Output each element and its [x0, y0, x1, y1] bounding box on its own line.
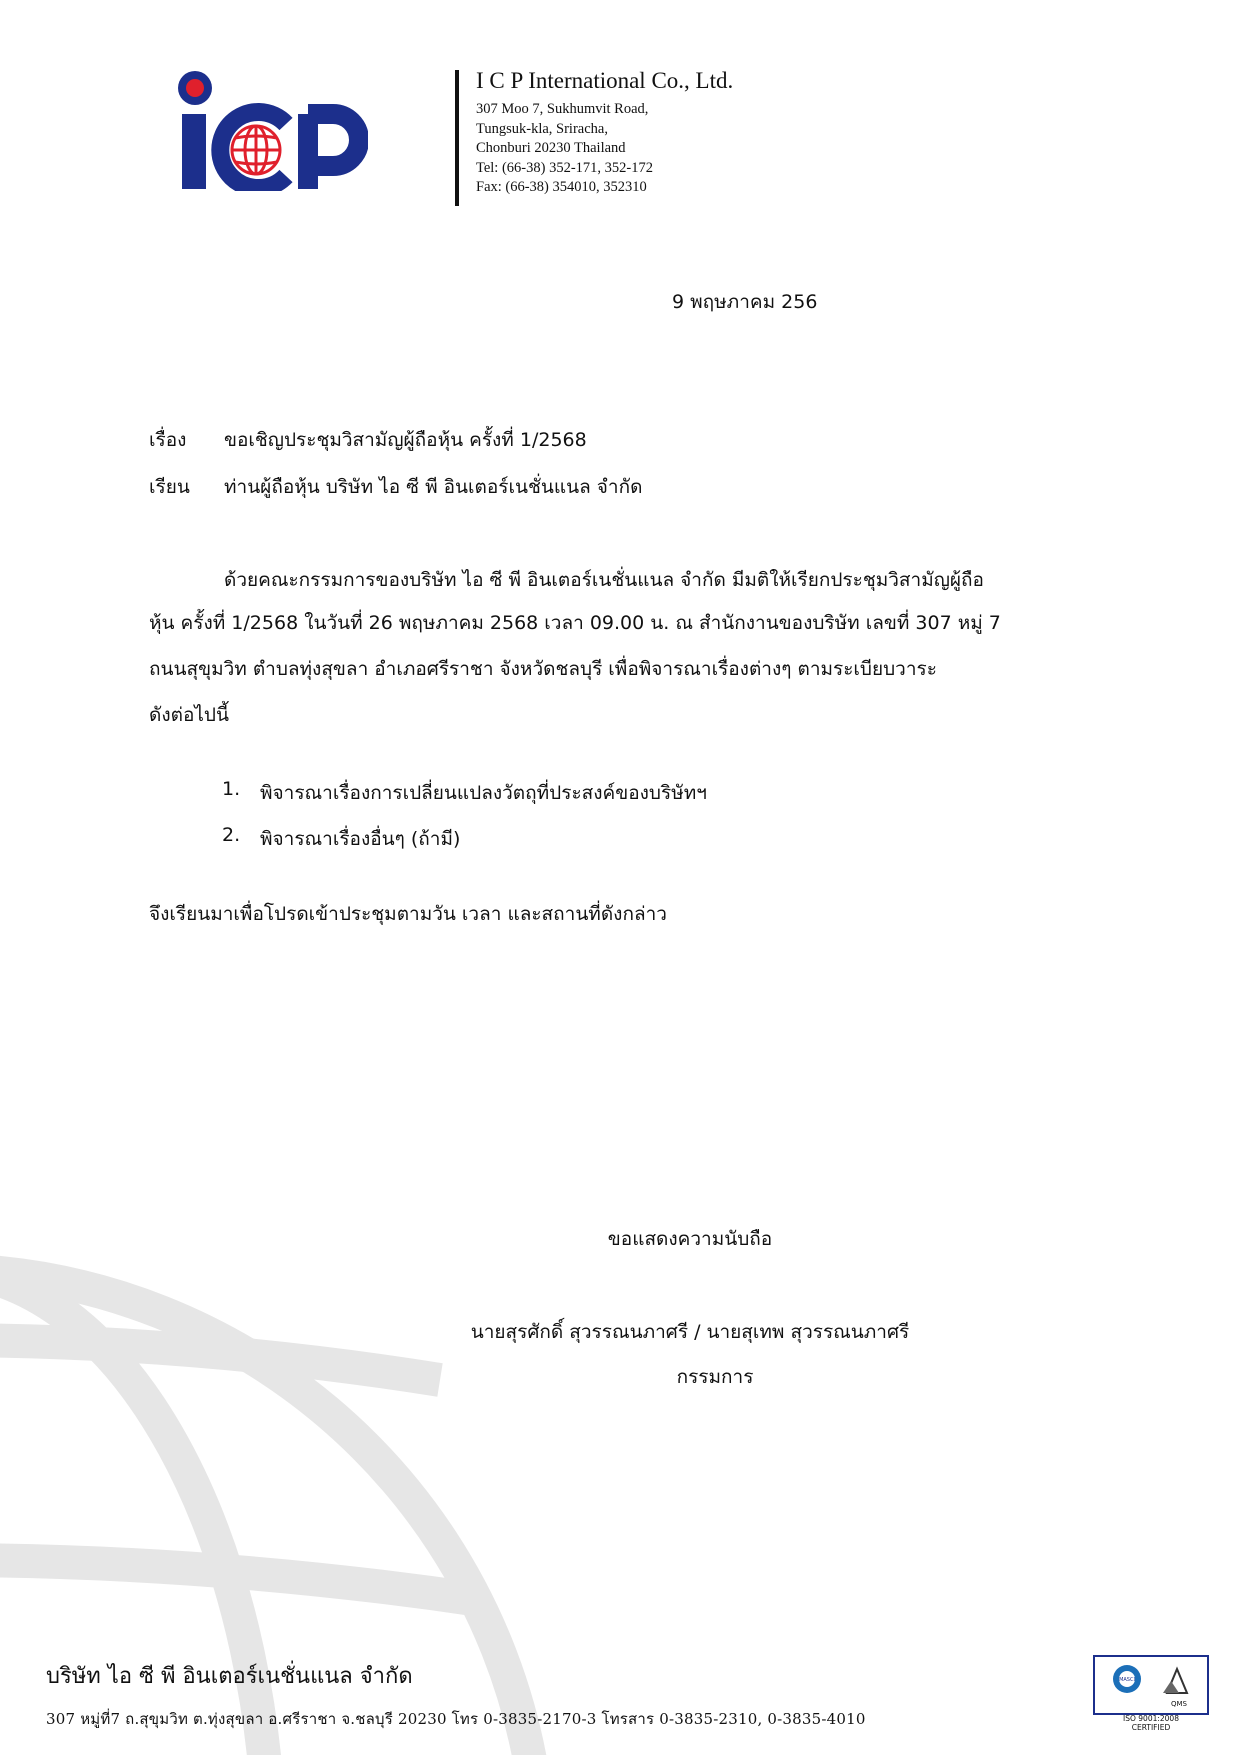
masci-label: MASCI	[1119, 1677, 1135, 1683]
company-phone: Tel: (66-38) 352-171, 352-172	[476, 159, 653, 176]
company-address-line: Tungsuk-kla, Sriracha,	[476, 120, 608, 137]
body-paragraph-line: หุ้น ครั้งที่ 1/2568 ในวันที่ 26 พฤษภาคม 2568 เวลา 09.00 น. ณ สำนักงานของบริษัท เลขที่ 307 หมู่ 7	[149, 612, 1001, 634]
letterhead-company	[476, 68, 996, 198]
agenda-number: 1.	[222, 778, 241, 800]
subject-value: ขอเชิญประชุมวิสามัญผู้ถือหุ้น ครั้งที่ 1/2568	[224, 429, 587, 451]
agenda-item: พิจารณาเรื่องการเปลี่ยนแปลงวัตถุที่ประสงค์ของบริษัทฯ	[260, 782, 707, 804]
salutation: ขอแสดงความนับถือ	[607, 1228, 773, 1250]
company-fax: Fax: (66-38) 354010, 352310	[476, 179, 647, 195]
body-paragraph-line: ดังต่อไปนี้	[149, 704, 229, 726]
iso-certification-badge	[1093, 1655, 1209, 1731]
letterhead-divider	[455, 70, 459, 206]
body-paragraph-line: ถนนสุขุมวิท ตำบลทุ่งสุขลา อำเภอศรีราชา จังหวัดชลบุรี เพื่อพิจารณาเรื่องต่างๆ ตามระเบียบวาระ	[149, 658, 937, 680]
footer-company-name: บริษัท ไอ ซี พี อินเตอร์เนชั่นแนล จำกัด	[46, 1664, 413, 1689]
subject-row	[0, 425, 1241, 455]
agenda-number: 2.	[222, 824, 241, 846]
company-address-line: 307 Moo 7, Sukhumvit Road,	[476, 101, 649, 117]
body-paragraph-line: ด้วยคณะกรรมการของบริษัท ไอ ซี พี อินเตอร์เนชั่นแนล จำกัด มีมติให้เรียกประชุมวิสามัญผู้ถือ	[224, 569, 984, 591]
subject-label: เรื่อง	[149, 429, 187, 451]
company-address-line: Chonburi 20230 Thailand	[476, 140, 626, 156]
recipient-row	[0, 472, 1241, 502]
letter-date: 9 พฤษภาคม 256	[672, 291, 818, 313]
icp-logo	[168, 66, 368, 191]
company-name: I C P International Co., Ltd.	[476, 68, 734, 93]
recipient-label: เรียน	[149, 476, 190, 498]
footer-address: 307 หมู่ที่7 ถ.สุขุมวิท ต.ทุ่งสุขลา อ.ศรีราชา จ.ชลบุรี 20230 โทร 0-3835-2170-3 โทรสาร 0-3835-2310, 0-3835-4010	[46, 1710, 866, 1728]
signatory-names: นายสุรศักดิ์ สุวรรณนภาศรี / นายสุเทพ สุวรรณนภาศรี	[470, 1321, 910, 1343]
iso-label: ISO 9001:2008	[1123, 1714, 1179, 1723]
qms-label: QMS	[1171, 1700, 1187, 1708]
certified-label: CERTIFIED	[1131, 1723, 1171, 1731]
signatory-title: กรรมการ	[676, 1366, 754, 1388]
recipient-value: ท่านผู้ถือหุ้น บริษัท ไอ ซี พี อินเตอร์เนชั่นแนล จำกัด	[224, 476, 643, 498]
closing-text: จึงเรียนมาเพื่อโปรดเข้าประชุมตามวัน เวลา และสถานที่ดังกล่าว	[149, 903, 667, 925]
agenda-item: พิจารณาเรื่องอื่นๆ (ถ้ามี)	[260, 828, 461, 850]
